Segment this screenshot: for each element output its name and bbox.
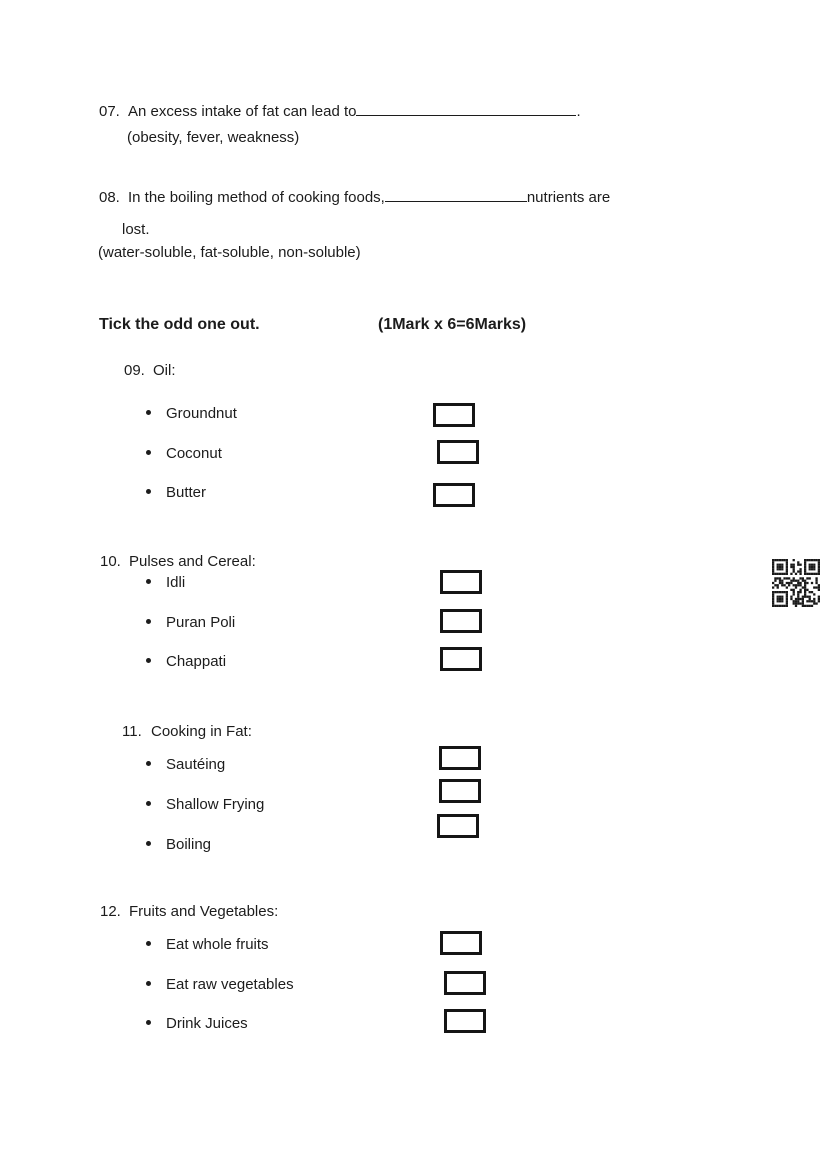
odd-question-10-title bbox=[100, 553, 256, 570]
question-text-after: . bbox=[576, 103, 581, 120]
tick-checkbox[interactable] bbox=[439, 746, 481, 770]
question-text: An excess intake of fat can lead to bbox=[128, 103, 357, 120]
question-text: In the boiling method of cooking foods, bbox=[128, 189, 385, 206]
item-label: Eat whole fruits bbox=[166, 936, 269, 953]
item-label: Groundnut bbox=[166, 405, 237, 422]
item-label: Drink Juices bbox=[166, 1015, 248, 1032]
item-label: Coconut bbox=[166, 445, 222, 462]
tick-checkbox[interactable] bbox=[440, 570, 482, 594]
item-label: Boiling bbox=[166, 836, 212, 853]
question-number: 10. bbox=[100, 553, 121, 570]
tick-checkbox[interactable] bbox=[440, 647, 482, 671]
question-number: 08. bbox=[99, 189, 120, 206]
tick-checkbox[interactable] bbox=[433, 483, 475, 507]
tick-checkbox[interactable] bbox=[440, 931, 482, 955]
question-08-continuation: lost. bbox=[122, 221, 150, 238]
options-hint: (obesity, fever, weakness) bbox=[127, 129, 300, 146]
bullet-icon bbox=[146, 410, 151, 415]
bullet-icon bbox=[146, 981, 151, 986]
question-08 bbox=[99, 186, 610, 207]
bullet-icon bbox=[146, 658, 151, 663]
bullet-icon bbox=[146, 1020, 151, 1025]
tick-checkbox[interactable] bbox=[437, 440, 479, 464]
bullet-icon bbox=[146, 579, 151, 584]
bullet-icon bbox=[146, 489, 151, 494]
tick-checkbox[interactable] bbox=[433, 403, 475, 427]
tick-checkbox[interactable] bbox=[437, 814, 479, 838]
odd-question-11-title bbox=[122, 723, 252, 740]
bullet-icon bbox=[146, 450, 151, 455]
options-hint: (water-soluble, fat-soluble, non-soluble) bbox=[98, 244, 361, 261]
item-label: Eat raw vegetables bbox=[166, 976, 294, 993]
tick-checkbox[interactable] bbox=[439, 779, 481, 803]
answer-blank[interactable] bbox=[385, 186, 527, 202]
item-label: Puran Poli bbox=[166, 614, 236, 631]
odd-question-12-title bbox=[100, 903, 278, 920]
question-07 bbox=[99, 100, 581, 121]
bullet-icon bbox=[146, 761, 151, 766]
item-label: Butter bbox=[166, 484, 207, 501]
question-number: 11. bbox=[122, 723, 142, 740]
question-text-after: nutrients are bbox=[526, 189, 611, 206]
question-title: Oil: bbox=[153, 362, 176, 379]
qr-code bbox=[772, 559, 820, 607]
item-label: Idli bbox=[166, 574, 186, 591]
question-title: Cooking in Fat: bbox=[151, 723, 252, 740]
question-number: 07. bbox=[99, 103, 120, 120]
tick-checkbox[interactable] bbox=[444, 971, 486, 995]
bullet-icon bbox=[146, 801, 151, 806]
question-number: 12. bbox=[100, 903, 121, 920]
tick-checkbox[interactable] bbox=[440, 609, 482, 633]
odd-question-09-title bbox=[124, 362, 176, 379]
item-label: Chappati bbox=[166, 653, 227, 670]
bullet-icon bbox=[146, 619, 151, 624]
section-heading: Tick the odd one out. bbox=[99, 316, 260, 333]
question-number: 09. bbox=[124, 362, 145, 379]
question-title: Fruits and Vegetables: bbox=[129, 903, 279, 920]
bullet-icon bbox=[146, 941, 151, 946]
item-label: Sautéing bbox=[166, 756, 226, 773]
bullet-icon bbox=[146, 841, 151, 846]
marks-note: (1Mark x 6=6Marks) bbox=[378, 316, 527, 333]
question-title: Pulses and Cereal: bbox=[129, 553, 256, 570]
item-label: Shallow Frying bbox=[166, 796, 265, 813]
tick-checkbox[interactable] bbox=[444, 1009, 486, 1033]
answer-blank[interactable] bbox=[356, 100, 576, 116]
